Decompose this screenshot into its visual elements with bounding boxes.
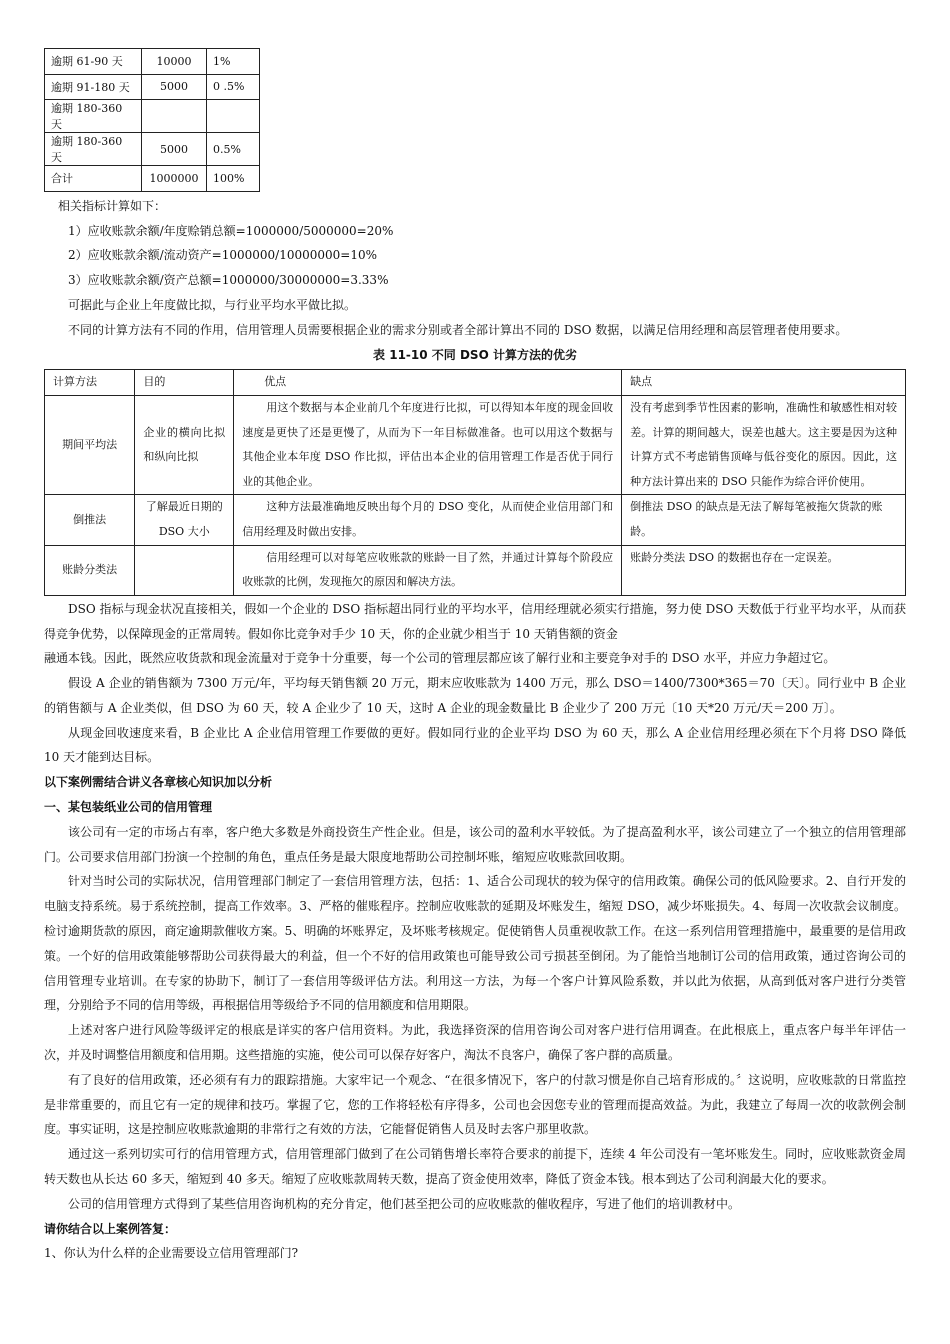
purpose-cell: [135, 545, 234, 595]
amount-cell: 5000: [142, 133, 207, 166]
document-page: [44, 48, 906, 1266]
header-cell: 缺点: [622, 370, 906, 396]
method-cell: 倒推法: [45, 495, 135, 545]
table-row: [45, 395, 906, 494]
amount-cell: 5000: [142, 74, 207, 100]
table-header-row: [45, 370, 906, 396]
amount-cell: 10000: [142, 49, 207, 75]
case-paragraph: 公司的信用管理方式得到了某些信用咨询机构的充分肯定，他们甚至把公司的应收账款的催收程序，写进了他们的培训教材中。: [68, 1196, 741, 1211]
table-row: [45, 166, 260, 192]
label-cell: 逾期 180-360 天: [45, 100, 142, 133]
percent-cell: 0 .5%: [207, 74, 260, 100]
table-row: [45, 49, 260, 75]
question-item: 1、你认为什么样的企业需要设立信用管理部门?: [44, 1246, 299, 1261]
case-heading: 一、某包装纸业公司的信用管理: [44, 800, 213, 815]
case-paragraph: 通过这一系列切实可行的信用管理方式，信用管理部门做到了在公司销售增长率符合要求的前提下，连续 4 年公司没有一笔坏账发生。同时，应收账款资金周转天数也从长达 60 多天，缩短到 40 多天。缩短了应收账款周转天数，提高了资金使用效率，降低了资金本钱。根本到达了公司利润最大化的要求。: [44, 1147, 906, 1187]
amount-cell: 1000000: [142, 166, 207, 192]
pros-cell: 信用经理可以对每笔应收账款的账龄一目了然，并通过计算每个阶段应收账款的比例，发现拖欠的原因和解决方法。: [234, 545, 622, 595]
section-heading: 以下案例需结合讲义各章核心知识加以分析: [44, 775, 273, 790]
cons-cell: 没有考虑到季节性因素的影响，准确性和敏感性相对较差。计算的期间越大，误差也越大。这主要是因为这种计算方式不考虑销售顶峰与低谷变化的原因。因此，这种方法计算出来的 DSO 只能作为综合评价使用。: [622, 395, 906, 494]
percent-cell: 100%: [207, 166, 260, 192]
label-cell: 逾期 180-360 天: [45, 133, 142, 166]
table-caption: 表 11-10 不同 DSO 计算方法的优劣: [373, 347, 577, 362]
method-cell: 账龄分类法: [45, 545, 135, 595]
cons-cell: 账龄分类法 DSO 的数据也存在一定误差。: [622, 545, 906, 595]
percent-cell: 0.5%: [207, 133, 260, 166]
label-cell: 合计: [45, 166, 142, 192]
calc-compare: 可据此与企业上年度做比拟，与行业平均水平做比拟。: [68, 297, 357, 312]
percent-cell: [207, 100, 260, 133]
pros-cell: 用这个数据与本企业前几个年度进行比拟，可以得知本年度的现金回收速度是更快了还是更慢了，从而为下一年目标做准备。也可以用这个数据与其他企业本年度 DSO 作比拟，评估出本企业的信用管理工作是否优于同行业的其他企业。: [234, 395, 622, 494]
table-row: [45, 74, 260, 100]
cons-cell: 倒推法 DSO 的缺点是无法了解每笔被拖欠货款的账龄。: [622, 495, 906, 545]
body-paragraph: 假设 A 企业的销售额为 7300 万元/年，平均每天销售额 20 万元，期末应收账款为 1400 万元，那么 DSO＝1400/7300*365＝70〔天〕。同行业中 B 企业的销售额与 A 企业类似，但 DSO 为 60 天，较 A 企业少了 10 天，这时 A 企业的现金数量比 B 企业少了 200 万元〔10 天*20 万元/天＝200 万〕。: [44, 676, 906, 715]
percent-cell: 1%: [207, 49, 260, 75]
calc-item: 1）应收账款余额/年度赊销总额=1000000/5000000=20%: [68, 223, 394, 238]
label-cell: 逾期 61-90 天: [45, 49, 142, 75]
purpose-cell: 企业的横向比拟和纵向比拟: [135, 395, 234, 494]
table-row: [45, 545, 906, 595]
table-row: [45, 100, 260, 133]
calc-item: 2）应收账款余额/流动资产=1000000/10000000=10%: [68, 248, 378, 263]
table-row: [45, 133, 260, 166]
dso-method-table: [44, 369, 906, 595]
calc-note: 不同的计算方法有不同的作用，信用管理人员需要根据企业的需求分别或者全部计算出不同的 DSO 数据，以满足信用经理和高层管理者使用要求。: [68, 322, 848, 337]
header-cell: 优点: [234, 370, 622, 396]
case-paragraph: 有了良好的信用政策，还必须有有力的跟踪措施。大家牢记一个观念、“在很多情况下，客户的付款习惯是你自己培育形成的。〞这说明，应收账款的日常监控是非常重要的，而且它有一定的规律和技巧。掌握了它，您的工作将轻松有序得多，公司也会因您专业的管理而提高效益。为此，我建立了每周一次的收款例会制度。事实证明，这是控制应收账款逾期的非常行之有效的方法，它能督促销售人员及时去客户那里收款。: [44, 1072, 906, 1137]
method-cell: 期间平均法: [45, 395, 135, 494]
case-paragraph: 该公司有一定的市场占有率，客户绝大多数是外商投资生产性企业。但是，该公司的盈利水平较低。为了提高盈利水平，该公司建立了一个独立的信用管理部门。公司要求信用部门扮演一个控制的角色，重点任务是最大限度地帮助公司控制坏账，缩短应收账款回收期。: [44, 824, 906, 864]
calc-item: 3）应收账款余额/资产总额=1000000/30000000=3.33%: [68, 273, 389, 288]
header-cell: 计算方法: [45, 370, 135, 396]
header-cell: 目的: [135, 370, 234, 396]
calc-intro: 相关指标计算如下：: [58, 198, 167, 213]
body-paragraph: DSO 指标与现金状况直接相关，假如一个企业的 DSO 指标超出同行业的平均水平，信用经理就必须实行措施，努力使 DSO 天数低于行业平均水平，从而获得竞争优势，以保障现金的正常周转。假如你比竞争对手少 10 天，你的企业就少相当于 10 天销售额的资金: [44, 601, 906, 641]
body-paragraph: 融通本钱。因此，既然应收货款和现金流量对于竞争十分重要，每一个公司的管理层都应该了解行业和主要竞争对手的 DSO 水平，并应力争超过它。: [44, 651, 836, 666]
aging-table: [44, 48, 260, 192]
purpose-cell: 了解最近日期的 DSO 大小: [135, 495, 234, 545]
question-heading: 请你结合以上案例答复：: [44, 1221, 177, 1236]
table-row: [45, 495, 906, 545]
body-paragraph: 从现金回收速度来看，B 企业比 A 企业信用管理工作要做的更好。假如同行业的企业平均 DSO 为 60 天，那么 A 企业信用经理必须在下个月将 DSO 降低 10 天才能到达目标。: [44, 725, 906, 765]
label-cell: 逾期 91-180 天: [45, 74, 142, 100]
case-paragraph: 针对当时公司的实际状况，信用管理部门制定了一套信用管理方法，包括：1、适合公司现状的较为保守的信用政策。确保公司的低风险要求。2、自行开发的电脑支持系统。易于系统控制，提高工作效率。3、严格的催账程序。控制应收账款的延期及坏账发生，缩短 DSO，减少坏账损失。4、每周一次收款会议制度。检讨逾期货款的原因，商定逾期款催收方案。5、明确的坏账界定，及坏账考核规定。促使销售人员重视收款工作。在这一系列信用管理措施中，最重要的是信用政策。一个好的信用政策能够帮助公司获得最大的利益，但一个不好的信用政策也可能导致公司亏损甚至倒闭。为了能恰当地制订公司的信用政策，通过咨询公司的信用管理专业培训。在专家的协助下，制订了一套信用等级评估方法。利用这一方法，为每一个客户计算风险系数，并以此为依据，从高到低对客户进行分类管理，分别给予不同的信用等级，再根据信用等级给予不同的信用额度和信用期限。: [44, 874, 906, 1013]
case-paragraph: 上述对客户进行风险等级评定的根底是详实的客户信用资料。为此，我选择资深的信用咨询公司对客户进行信用调查。在此根底上，重点客户每半年评估一次，并及时调整信用额度和信用期。这些措施的实施，使公司可以保存好客户，淘汰不良客户，确保了客户群的高质量。: [44, 1023, 906, 1063]
pros-cell: 这种方法最准确地反映出每个月的 DSO 变化，从而使企业信用部门和信用经理及时做出安排。: [234, 495, 622, 545]
amount-cell: [142, 100, 207, 133]
